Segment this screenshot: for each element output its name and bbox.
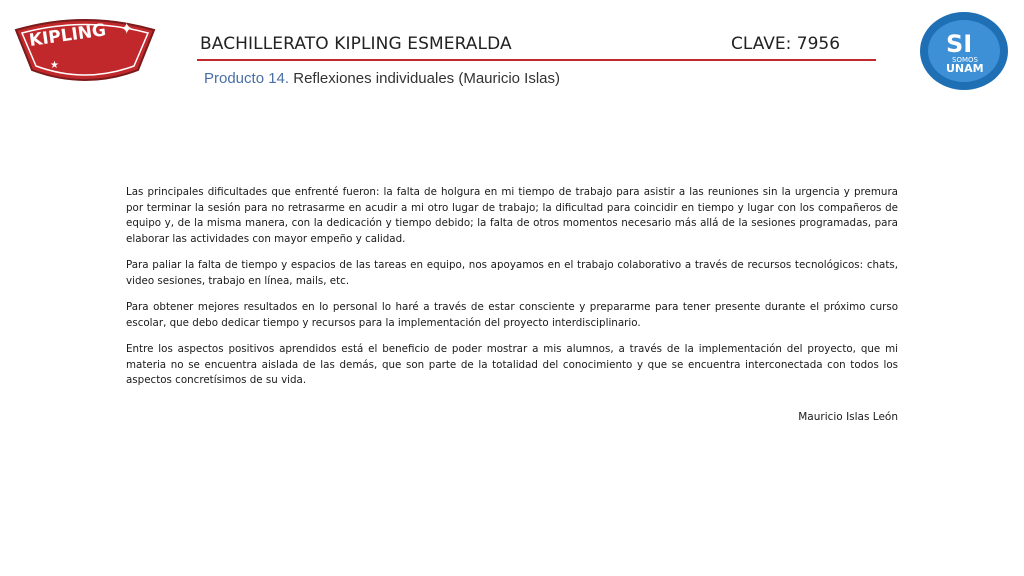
author-signature: Mauricio Islas León: [798, 411, 898, 423]
svg-text:★: ★: [50, 60, 59, 71]
product-subtitle: [204, 70, 560, 87]
paragraph-4: Entre los aspectos positivos aprendidos está el beneficio de poder mostrar a mis alumnos, a través de la implementación del proyecto, que mi materia no se encuentra aislada de las demás, que son parte de la totalidad del conocimiento y que se encuentra interconectada con todos los aspectos concretísimos de su vida.: [126, 343, 898, 386]
school-name: BACHILLERATO KIPLING ESMERALDA: [200, 34, 512, 54]
svg-text:SI: SI: [946, 30, 973, 58]
paragraph-2: Para paliar la falta de tiempo y espacios de las tareas en equipo, nos apoyamos en el trabajo colaborativo a través de recursos tecnológicos: chats, video sesiones, trabajo en línea, mails, etc.: [126, 259, 898, 287]
paragraph-3: Para obtener mejores resultados en lo personal lo haré a través de estar consciente y prepararme para tener presente durante el próximo curso escolar, que debo dedicar tiempo y recursos para la implementación del proyecto interdisciplinario.: [126, 301, 898, 329]
unam-logo: [918, 10, 1010, 92]
svg-text:SOMOS: SOMOS: [952, 56, 978, 64]
header-divider: [197, 59, 876, 61]
svg-text:UNAM: UNAM: [946, 62, 984, 75]
kipling-logo: [10, 12, 160, 84]
svg-text:KIPLING: KIPLING: [27, 20, 108, 51]
school-code: CLAVE: 7956: [731, 34, 841, 54]
product-number: Producto 14.: [204, 70, 290, 87]
paragraph-1: Las principales dificultades que enfrenté fueron: la falta de holgura en mi tiempo de trabajo para asistir a las reuniones sin la urgencia y premura por terminar la sesión para no retrasarme en acudir a mi otro lugar de trabajo; la dificultad para coincidir en tiempo y lugar con los compañeros de equipo y, de la misma manera, con la dedicación y tiempo debido; la falta de otros momentos necesario más allá de la sesiones programadas, para elaborar las actividades con mayor empeño y calidad.: [126, 186, 898, 245]
svg-text:✦: ✦: [120, 19, 134, 38]
reflection-body: [126, 185, 898, 400]
product-title: Reflexiones individuales (Mauricio Islas): [293, 70, 561, 87]
